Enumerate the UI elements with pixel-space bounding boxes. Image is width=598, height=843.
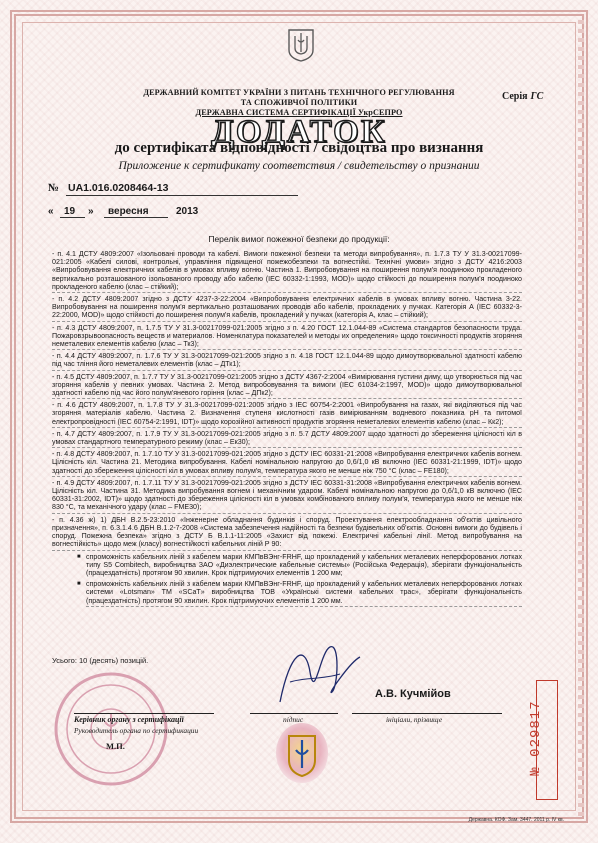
signer-name: А.В. Кучмійов (375, 688, 451, 700)
list-sub-item: ■ спроможність кабельних ліній з кабелем марки КМПвВЭнг-FRHF, що прокладений у кабельних металевих неперфорованих лотках типу S5 Combitech, виробництва ЗАО «Диэлектрические кабельные системы» (Російська Федерація), зберігати функціональність (працездатність) протягом 90 хвилин. Крок підтримуючих елементів 1 200 мм; (86, 553, 522, 579)
date-day: 19 (64, 206, 76, 217)
handwritten-signature (260, 632, 370, 714)
document-subtitle: до сертифіката відповідності / свідоцтва про визнання (114, 140, 484, 156)
sign-line (250, 713, 338, 714)
serial-no-sign: № (528, 766, 544, 776)
date-quote-close: » (88, 206, 94, 217)
head-signature-line (74, 713, 214, 714)
sign-caption: підпис (283, 715, 304, 724)
issuer-line-3: ДЕРЖАВНА СИСТЕМА СЕРТИФІКАЦІЇ УкрСЕПРО (195, 108, 403, 117)
name-line (352, 713, 502, 714)
list-item: - п. 4.6 ДСТУ 4809:2007, п. 1.7.8 ТУ У 31.3-00217099-021:2005 згідно з IEC 60754-2:2001 «Випробування на газах, які виділяються під час згоряння матеріалів кабелю. Частина 2. Визначення ступеня кислотності газів вимірюванням водневого показника рН та питомої електропровідності (IEC 60754-2:1991, IDT)» щодо корозійної активності продуктів згоряння неметалевих елементів кабелю (клас – Кк2); (52, 401, 522, 428)
issuer-line-2: ТА СПОЖИВЧОЇ ПОЛІТИКИ (240, 98, 358, 107)
requirements-list-title: Перелік вимог пожежної безпеки до продукції: (208, 234, 390, 244)
series-label-text: Серія (502, 91, 528, 102)
requirements-list (52, 250, 522, 609)
month-underline (104, 217, 168, 218)
series-value: ГС (530, 91, 544, 102)
head-label: Керівник органу з сертифікації (74, 715, 184, 724)
hologram-trident-icon (275, 722, 329, 784)
certificate-number-row (48, 182, 169, 194)
issuer-line-1: ДЕРЖАВНИЙ КОМІТЕТ УКРАЇНИ З ПИТАНЬ ТЕХНІЧНОГО РЕГУЛЮВАННЯ (143, 88, 455, 97)
list-item: - п. 4.4 ДСТУ 4809:2007, п. 1.7.6 ТУ У 31.3-00217099-021:2005 згідно з п. 4.18 ГОСТ 12.1.044-89 щодо димоутворювальної здатності кабелю під час тління його неметалевих елементів (клас – ДТк1); (52, 352, 522, 370)
list-item: - п. 4.7 ДСТУ 4809:2007, п. 1.7.9 ТУ У 31.3-00217099-021:2005 згідно з п. 5.7 ДСТУ 4809:2007 щодо здатності до збереження цілісності кіл в умовах стандартного температурного режиму (клас – Ек30); (52, 430, 522, 448)
number-underline (66, 195, 298, 196)
serial-number-value: 029817 (528, 700, 544, 757)
seal-place-label: М.П. (106, 741, 125, 751)
list-item: - п. 4.3 ДСТУ 4809:2007, п. 1.7.5 ТУ У 31.3-00217099-021:2005 згідно з п. 4.20 ГОСТ 12.1.044-89 «Система стандартов безопасности труда. Пожаровзрывоопасность веществ и материалов. Номенклатура показателей и методы их определения» щодо токсичності продуктів згоряння неметалевих елементів кабелю (клас – Тк3); (52, 324, 522, 351)
date-year: 2013 (176, 206, 199, 217)
list-item: - п. 4.1 ДСТУ 4809:2007 «Ізольовані проводи та кабелі. Вимоги пожежної безпеки та методи випробування», п. 1.7.3 ТУ У 31.3-00217099-021:2005 «Кабелі силові, контрольні, управління підвищеної пожежобезпеки та вогнестійкі. Технічні умови» згідно з ДСТУ 4216:2003 «Випробовування електричних кабелів в умовах впливу вогню. Частина 1. Випробовування на поширення полум'я поодиноко прокладеного вертикально розташованого ізольованого проводу або кабелю (IEC 60332-1:1993, MOD)» щодо стійкості до поширення полум'я поодиноко прокладеного кабелю (клас – стійкий); (52, 250, 522, 293)
list-item: - п. 4.2 ДСТУ 4809:2007 згідно з ДСТУ 4237-3-22:2004 «Випробовування електричних кабелів в умовах впливу вогню. Частина 3-22. Випробовування на поширення полум'я вертикально розташованих проводів або кабелів, прокладених у пучках. Категорія А (IEC 60332-3-22:2000, MOD)» щодо стійкості до поширення полум'я кабелів, прокладений у пучках (категорія А, клас – стійкий); (52, 295, 522, 322)
list-item: - п. 4.8 ДСТУ 4809:2007, п. 1.7.10 ТУ У 31.3-00217099-021:2005 згідно з ДСТУ IEC 60331-21:2008 «Випробування електричних кабелів вогнем. Цілісність кіл. Частина 21. Методика випробування. Кабелі номінальною напругою до 0,6/1,0 кВ включно (IEC 60331-21:1999, IDT)» щодо здатності до збереження цілісності кіл в умовах впливу полум'я, температура якого не менше ніж 750 °С (клас – FE180); (52, 450, 522, 477)
series-label (502, 91, 543, 102)
document-title: ДОДАТОК (211, 114, 387, 150)
name-caption: ініціали, прізвище (386, 715, 443, 724)
trident-emblem-icon (287, 28, 315, 62)
total-items: Усього: 10 (десять) позицій. (52, 656, 149, 665)
head-label-ru: Руководитель органа по сертификации (74, 726, 199, 735)
list-item: - п. 4.5 ДСТУ 4809:2007, п. 1.7.7 ТУ У 31.3-00217099-021:2005 згідно з ДСТУ 4367-2:2004 «Вимірювання густини диму, що утворюється під час згоряння кабелів у певних умовах. Частина 2. Метод випробовування та вимоги (IEC 61034-2:1997, MOD)» щодо димоутворювальної здатності кабелю під час його полум'яневого горіння (клас – ДПк2); (52, 373, 522, 400)
print-footer: Державна. КОФ. Зам. 3447. 2011 р. IV кв. (468, 817, 564, 823)
document-subtitle-ru: Приложение к сертификату соответствия / свидетельству о признании (118, 160, 480, 172)
date-month: вересня (108, 206, 149, 217)
certificate-number: UA1.016.0208464-13 (68, 182, 169, 194)
day-underline (60, 217, 85, 218)
list-sub-item: ■ спроможність кабельних ліній з кабелем марки КМПвВЭнг-FRHF, що прокладений у кабельних металевих неперфорованих лотках системи «Lotsman» ТМ «SCaT» виробництва ТОВ «Українські системи кабельних трас», зберігати функціональність (працездатність) протягом 90 хвилин. Крок підтримуючих елементів 1 200 мм. (86, 580, 522, 607)
list-item: - п. 4.36 ж) 1) ДБН В.2.5-23:2010 «Інженерне обладнання будинків і споруд. Проектування електрообладнання об'єктів цивільного призначення», п. 6.3.1.4.6 ДБН В.1.2-7-2008 «Система забезпечення надійності та безпеки будівельних об'єктів. Основні вимоги до будівель і споруд. Пожежна безпека» згідно з ДСТУ Б В.1.1-11:2005 «Захист від пожежі. Електричні кабельні лінії. Метод випробування на вогнестійкість» щодо меж (класу) вогнестійкості кабельних ліній Р 90: (52, 516, 522, 551)
list-item: - п. 4.9 ДСТУ 4809:2007, п. 1.7.11 ТУ У 31.3-00217099-021:2005 згідно з ДСТУ IEC 60331-31:2008 «Випробування електричних кабелів вогнем. Цілісність кіл. Частина 31. Методика випробування вогнем і механічним ударом. Кабелі номінальною напругою до 0,6/1,0 кВ включно (IEC 60331-31:2002, IDT)» щодо здатності до збереження цілісності кіл в умовах комбінованого впливу полум'я, температура якого не менше ніж 830 °С, та механічного удару (клас – FME30); (52, 479, 522, 514)
date-quote-open: « (48, 206, 54, 217)
number-sign: № (48, 182, 60, 194)
serial-number (528, 673, 544, 803)
